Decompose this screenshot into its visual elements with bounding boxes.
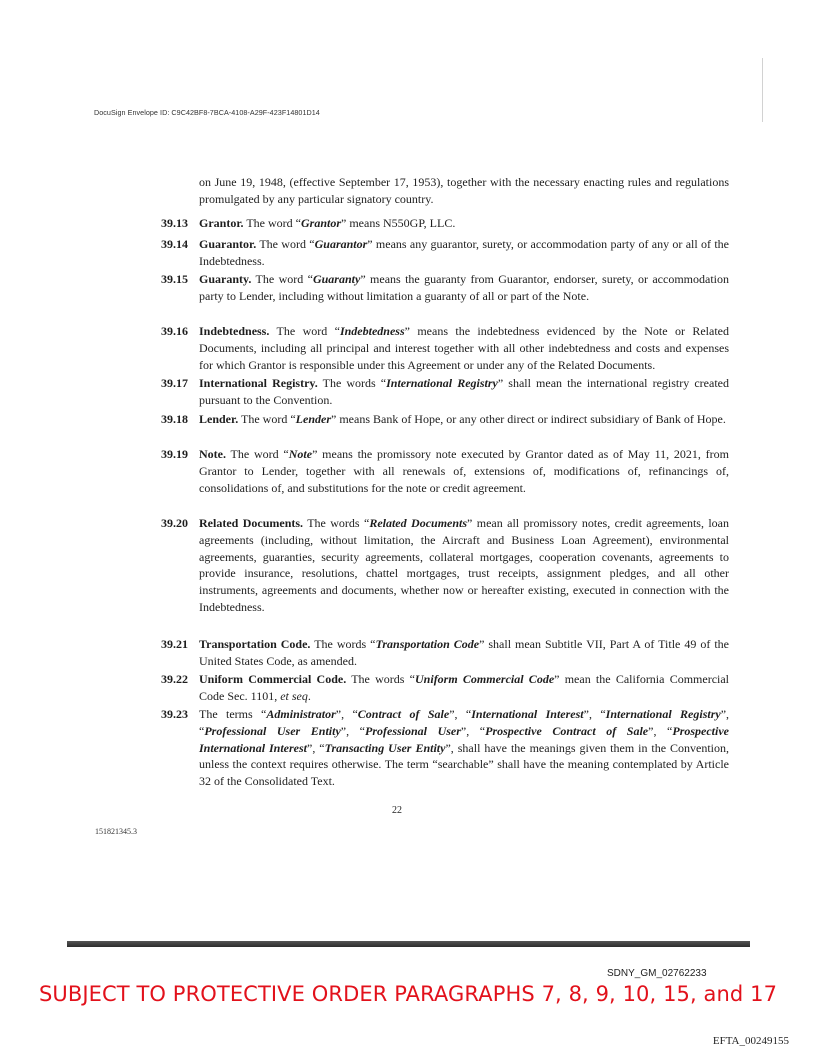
bates-number: SDNY_GM_02762233 <box>607 968 707 979</box>
body-text: ” means the guaranty from Guarantor, endorser, surety, or accommodation party to Lender, including without limitation a guaranty of all or part of the Note. <box>199 272 729 303</box>
section-text <box>199 236 729 270</box>
section-text <box>199 446 729 496</box>
section-number: 39.21 <box>161 637 188 651</box>
page-number: 22 <box>392 805 402 816</box>
defined-term: Transportation Code <box>375 637 480 651</box>
section-text <box>199 271 729 305</box>
intro-paragraph: on June 19, 1948, (effective September 17, 1953), together with the necessary enacting rules and regulations promulgated by any particular signatory country. <box>199 175 729 206</box>
body-text: The word “ <box>269 324 340 338</box>
defined-term: Transacting User Entity <box>324 740 446 755</box>
docusign-envelope-id: DocuSign Envelope ID: C9C42BF8-7BCA-4108-A29F-423F14801D14 <box>94 108 320 117</box>
section-number: 39.18 <box>161 412 188 426</box>
defined-term: Related Documents <box>369 516 468 530</box>
section-number: 39.15 <box>161 272 188 286</box>
section-title: Guarantor. <box>199 237 257 251</box>
section-number: 39.20 <box>161 516 188 530</box>
efta-number: EFTA_00249155 <box>712 1035 789 1047</box>
body-text: . <box>307 688 311 703</box>
body-text: ”, “ <box>335 707 358 721</box>
section-text <box>199 671 729 705</box>
section-title: Indebtedness. <box>199 324 270 338</box>
section-title: Transportation Code. <box>199 637 311 651</box>
body-text: ” shall mean the international registry created pursuant to the Convention. <box>199 376 729 407</box>
section-number: 39.19 <box>161 447 188 461</box>
body-text: The terms “ <box>199 707 267 721</box>
defined-term: Administrator <box>266 707 336 721</box>
section-title: Guaranty. <box>199 272 252 286</box>
body-text: The words “ <box>346 672 416 686</box>
body-text: ” means the promissory note executed by Grantor dated as of May 11, 2021, from Grantor to Lender, together with all renewals of, extensions of, modifications of, refinancings of, consolidations of, and substitutions for the note or credit agreement. <box>199 447 729 495</box>
defined-term: Professional User <box>365 723 461 738</box>
defined-term: Contract of Sale <box>357 707 450 721</box>
section-text <box>199 215 729 232</box>
body-text: The word “ <box>251 272 313 286</box>
defined-term: Grantor <box>301 216 342 230</box>
section-title: Uniform Commercial Code. <box>199 672 347 686</box>
section-number: 39.13 <box>161 216 188 230</box>
body-text: ”, “ <box>307 740 325 755</box>
body-text: The words “ <box>310 637 376 651</box>
body-text: ”, “ <box>460 723 486 738</box>
defined-term: Guaranty <box>312 272 361 286</box>
body-text: ”, shall have the meanings given them in the Convention, unless the context requires otherwise. The term “searchable” shall have the meaning contemplated by Article 32 of the Consolidated Text. <box>199 740 730 789</box>
body-text: ”, “ <box>340 723 366 738</box>
section-text <box>199 636 729 670</box>
section-text <box>199 375 729 409</box>
body-text: The word “ <box>238 412 296 426</box>
document-id: 151821345.3 <box>95 827 137 836</box>
body-text: ” mean all promissory notes, credit agreements, loan agreements (including, without limitation, the Aircraft and Business Loan Agreement), environmental agreements, guaranties, security agreements, collateral mortgages, cooperation covenants, agreements to provide insurance, resolutions, chattel mortgages, trust receipts, assignment pledges, and all other instruments, agreements and documents, whether now or hereafter existing, executed in connection with the Indebtedness. <box>199 516 729 614</box>
body-text: ” means Bank of Hope, or any other direct or indirect subsidiary of Bank of Hope. <box>331 412 726 426</box>
body-text: The word “ <box>256 237 315 251</box>
section-number: 39.23 <box>161 707 188 721</box>
defined-term: International Registry <box>605 707 721 721</box>
section-number: 39.22 <box>161 672 188 686</box>
section-title: International Registry. <box>199 376 318 390</box>
section-title: Lender. <box>199 412 239 426</box>
section-text <box>199 411 729 428</box>
body-text: ” means any guarantor, surety, or accommodation party of any or all of the Indebtedness. <box>199 237 729 268</box>
scan-edge-line <box>762 58 763 122</box>
body-text: ”, “ <box>199 707 730 738</box>
body-text: ” mean the California Commercial Code Sec. 1101, <box>199 672 730 703</box>
section-number: 39.16 <box>161 324 188 338</box>
italic-text: et seq <box>280 688 308 703</box>
footer-divider-bar <box>67 941 750 947</box>
defined-term: International Registry <box>386 376 498 390</box>
section-text <box>199 323 729 373</box>
section-text <box>199 515 729 616</box>
body-text: ”, “ <box>449 707 472 721</box>
body-text: ” shall mean Subtitle VII, Part A of Title 49 of the United States Code, as amended. <box>199 637 729 668</box>
section-number: 39.17 <box>161 376 188 390</box>
body-text: ”, “ <box>648 723 673 738</box>
body-text: The words “ <box>303 516 370 530</box>
body-text: ” means the indebtedness evidenced by the Note or Related Documents, including all principal and interest together with all other indebtedness and costs and expenses for which Grantor is responsible under this Agreement or under any of the Related Documents. <box>199 324 729 372</box>
body-text: The words “ <box>317 376 387 390</box>
body-text: The word “ <box>226 447 289 461</box>
section-title: Related Documents. <box>199 516 304 530</box>
defined-term: Lender <box>295 412 331 426</box>
defined-term: Guarantor <box>314 237 368 251</box>
section-number: 39.14 <box>161 237 188 251</box>
defined-term: Note <box>288 447 313 461</box>
defined-term: Professional User Entity <box>204 723 341 738</box>
section-text <box>199 706 729 790</box>
section-title: Grantor. <box>199 216 244 230</box>
defined-term: Uniform Commercial Code <box>415 672 555 686</box>
defined-term: Prospective Contract of Sale <box>485 723 649 738</box>
defined-term: Prospective International Interest <box>199 723 730 755</box>
body-text: ” means N550GP, LLC. <box>341 216 456 230</box>
section-title: Note. <box>199 447 226 461</box>
body-text: ”, “ <box>583 707 606 721</box>
defined-term: Indebtedness <box>339 324 405 338</box>
body-text: The word “ <box>243 216 301 230</box>
defined-term: International Interest <box>471 707 584 721</box>
protective-order-notice: SUBJECT TO PROTECTIVE ORDER PARAGRAPHS 7, 8, 9, 10, 15, and 17 <box>38 982 778 1006</box>
